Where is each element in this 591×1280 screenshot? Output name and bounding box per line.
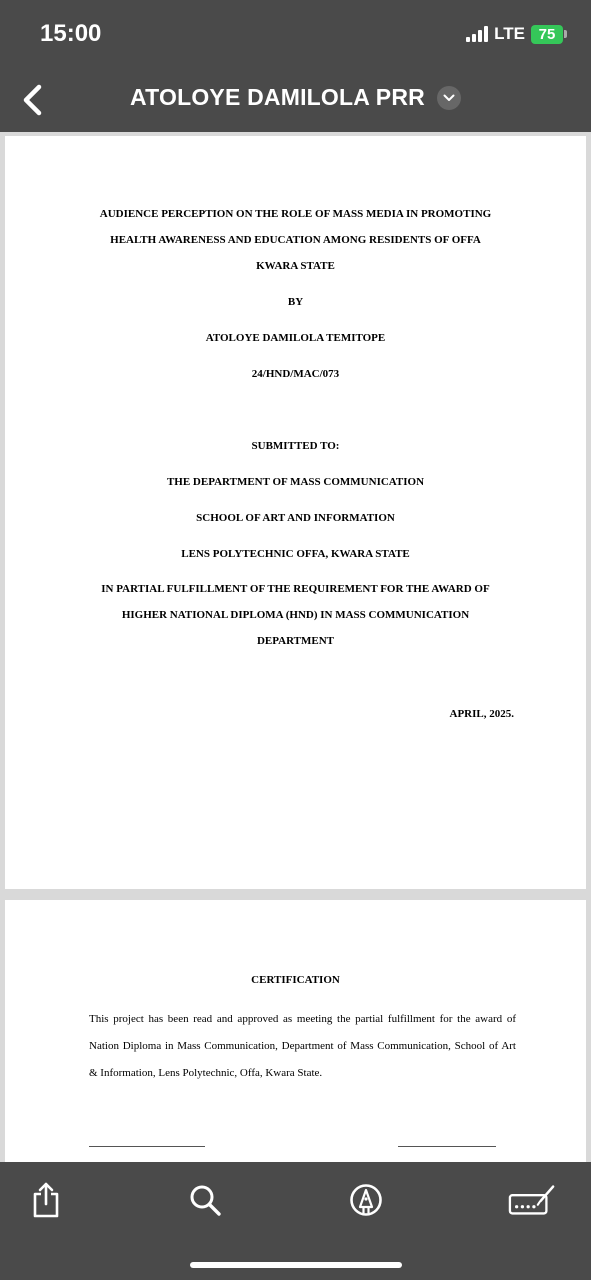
signature-button[interactable] bbox=[508, 1178, 556, 1222]
chevron-down-icon bbox=[443, 94, 455, 102]
search-icon bbox=[188, 1183, 222, 1217]
title-group[interactable] bbox=[0, 84, 591, 111]
fulfillment-line-2: HIGHER NATIONAL DIPLOMA (HND) IN MASS COMMUNICATION bbox=[121, 609, 470, 621]
battery-icon bbox=[531, 25, 567, 44]
certification-heading: CERTIFICATION bbox=[251, 974, 340, 986]
status-time: 15:00 bbox=[40, 20, 102, 47]
document-page-2 bbox=[5, 900, 586, 1162]
share-icon bbox=[30, 1181, 62, 1219]
home-indicator[interactable] bbox=[190, 1262, 402, 1268]
signature-line-left bbox=[89, 1146, 205, 1147]
submission-date: APRIL, 2025. bbox=[449, 708, 514, 720]
share-button[interactable] bbox=[22, 1178, 70, 1222]
status-indicators bbox=[466, 24, 567, 44]
title-line-2: HEALTH AWARENESS AND EDUCATION AMONG RESIDENTS OF OFFA bbox=[110, 234, 481, 246]
status-bar bbox=[0, 0, 591, 66]
document-title[interactable]: ATOLOYE DAMILOLA PRR bbox=[130, 84, 425, 110]
submitted-to-label: SUBMITTED TO: bbox=[251, 440, 340, 452]
department-line: THE DEPARTMENT OF MASS COMMUNICATION bbox=[166, 476, 425, 488]
title-menu-button[interactable] bbox=[437, 86, 461, 110]
markup-pen-icon bbox=[349, 1183, 383, 1217]
cellular-signal-icon bbox=[466, 26, 488, 42]
institution-line: LENS POLYTECHNIC OFFA, KWARA STATE bbox=[181, 548, 410, 560]
document-page-1 bbox=[5, 136, 586, 889]
fulfillment-line-3: DEPARTMENT bbox=[256, 635, 335, 647]
author-name: ATOLOYE DAMILOLA TEMITOPE bbox=[205, 332, 386, 344]
signature-keyboard-icon bbox=[508, 1183, 556, 1217]
matric-number: 24/HND/MAC/073 bbox=[251, 368, 340, 380]
fulfillment-line-1: IN PARTIAL FULFILLMENT OF THE REQUIREMENT FOR THE AWARD OF bbox=[101, 583, 490, 595]
school-line: SCHOOL OF ART AND INFORMATION bbox=[196, 512, 395, 524]
network-type: LTE bbox=[494, 24, 525, 43]
search-button[interactable] bbox=[181, 1178, 229, 1222]
document-viewer[interactable] bbox=[0, 132, 591, 1162]
by-label: BY bbox=[287, 296, 304, 308]
navigation-bar bbox=[0, 66, 591, 132]
battery-level: 75 bbox=[531, 25, 563, 44]
title-line-1: AUDIENCE PERCEPTION ON THE ROLE OF MASS MEDIA IN PROMOTING bbox=[99, 208, 492, 220]
title-line-3: KWARA STATE bbox=[256, 260, 335, 272]
markup-button[interactable] bbox=[342, 1178, 390, 1222]
signature-line-right bbox=[398, 1146, 496, 1147]
certification-body: This project has been read and approved as meeting the partial fulfillment for the award of Nation Diploma in Mass Communication, Department of Mass Communication, School of Art & Information, Lens Polytechnic, Offa, Kwara State. bbox=[89, 1013, 516, 1079]
